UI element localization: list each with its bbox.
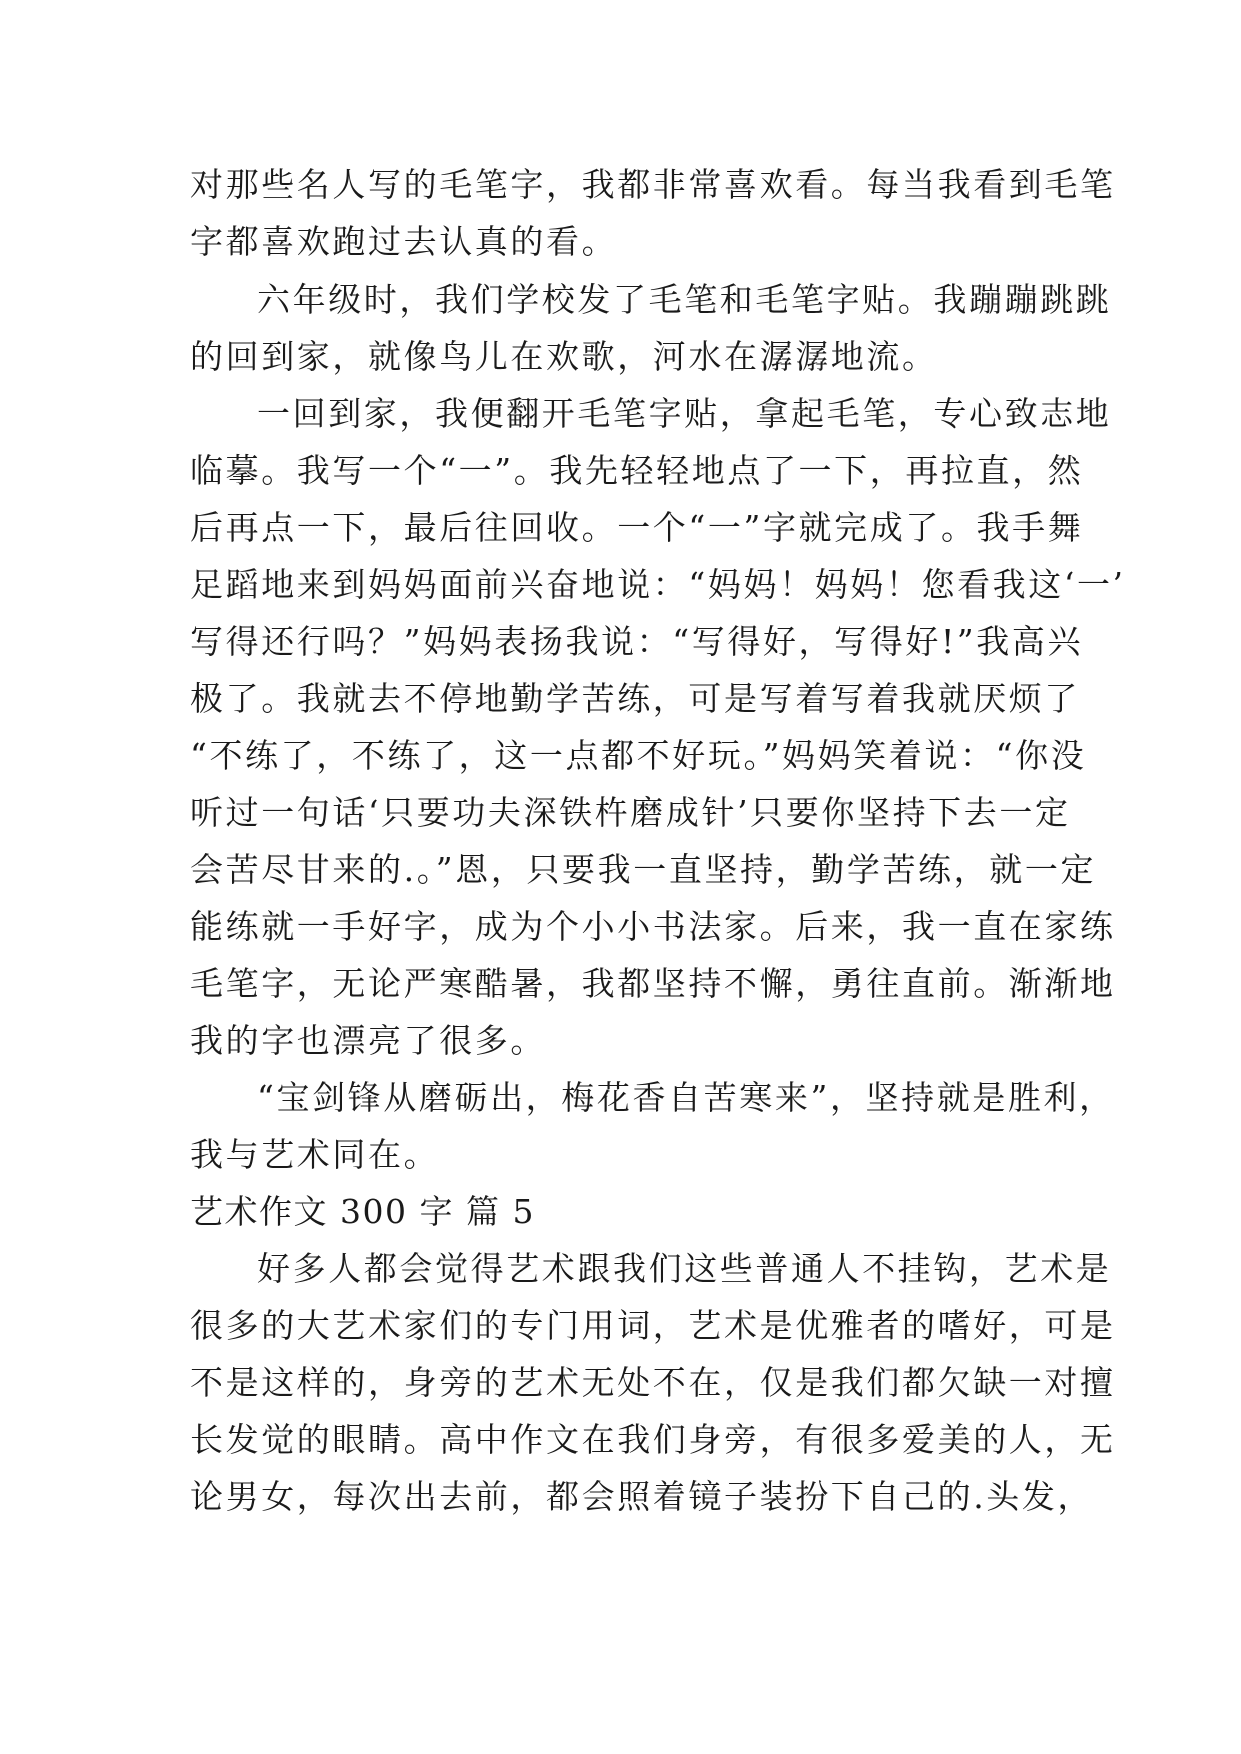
section-heading: 艺术作文 300 字 篇 5 [190,1192,535,1231]
paragraph-start-line: “宝剑锋从磨砺出，梅花香自苦寒来”，坚持就是胜利， [257,1078,1115,1117]
paragraph-start-line: 好多人都会觉得艺术跟我们这些普通人不挂钩，艺术是 [257,1249,1112,1288]
text-line: 对那些名人写的毛笔字，我都非常喜欢看。每当我看到毛笔 [190,165,1116,204]
text-line: 临摹。我写一个“一”。我先轻轻地点了一下，再拉直，然 [190,451,1084,490]
text-line: 字都喜欢跑过去认真的看。 [190,222,618,261]
text-line: 能练就一手好字，成为个小小书法家。后来，我一直在家练 [190,907,1116,946]
text-line: 很多的大艺术家们的专门用词，艺术是优雅者的嗜好，可是 [190,1306,1116,1345]
text-line: 我的字也漂亮了很多。 [190,1021,546,1060]
text-line: 足蹈地来到妈妈面前兴奋地说：“妈妈！妈妈！您看我这‘一’ [190,565,1126,604]
paragraph-start-line: 六年级时，我们学校发了毛笔和毛笔字贴。我蹦蹦跳跳 [257,280,1112,319]
text-line: 的回到家，就像鸟儿在欢歌，河水在潺潺地流。 [190,337,938,376]
text-line: 后再点一下，最后往回收。一个“一”字就完成了。我手舞 [190,508,1084,547]
text-line: 毛笔字，无论严寒酷暑，我都坚持不懈，勇往直前。渐渐地 [190,964,1116,1003]
text-line: 我与艺术同在。 [190,1135,440,1174]
text-line: 长发觉的眼睛。高中作文在我们身旁，有很多爱美的人，无 [190,1420,1116,1459]
text-line: “不练了，不练了，这一点都不好玩。”妈妈笑着说：“你没 [190,736,1087,775]
text-line: 论男女，每次出去前，都会照着镜子装扮下自己的.头发， [190,1477,1094,1516]
text-line: 会苦尽甘来的.。”恩，只要我一直坚持，勤学苦练，就一定 [190,850,1097,889]
paragraph-start-line: 一回到家，我便翻开毛笔字贴，拿起毛笔，专心致志地 [257,394,1112,433]
text-line: 听过一句话‘只要功夫深铁杵磨成针’只要你坚持下去一定 [190,793,1071,832]
text-line: 写得还行吗？”妈妈表扬我说：“写得好，写得好!”我高兴 [190,622,1084,661]
text-line: 不是这样的，身旁的艺术无处不在，仅是我们都欠缺一对擅 [190,1363,1116,1402]
text-line: 极了。我就去不停地勤学苦练，可是写着写着我就厌烦了 [190,679,1080,718]
